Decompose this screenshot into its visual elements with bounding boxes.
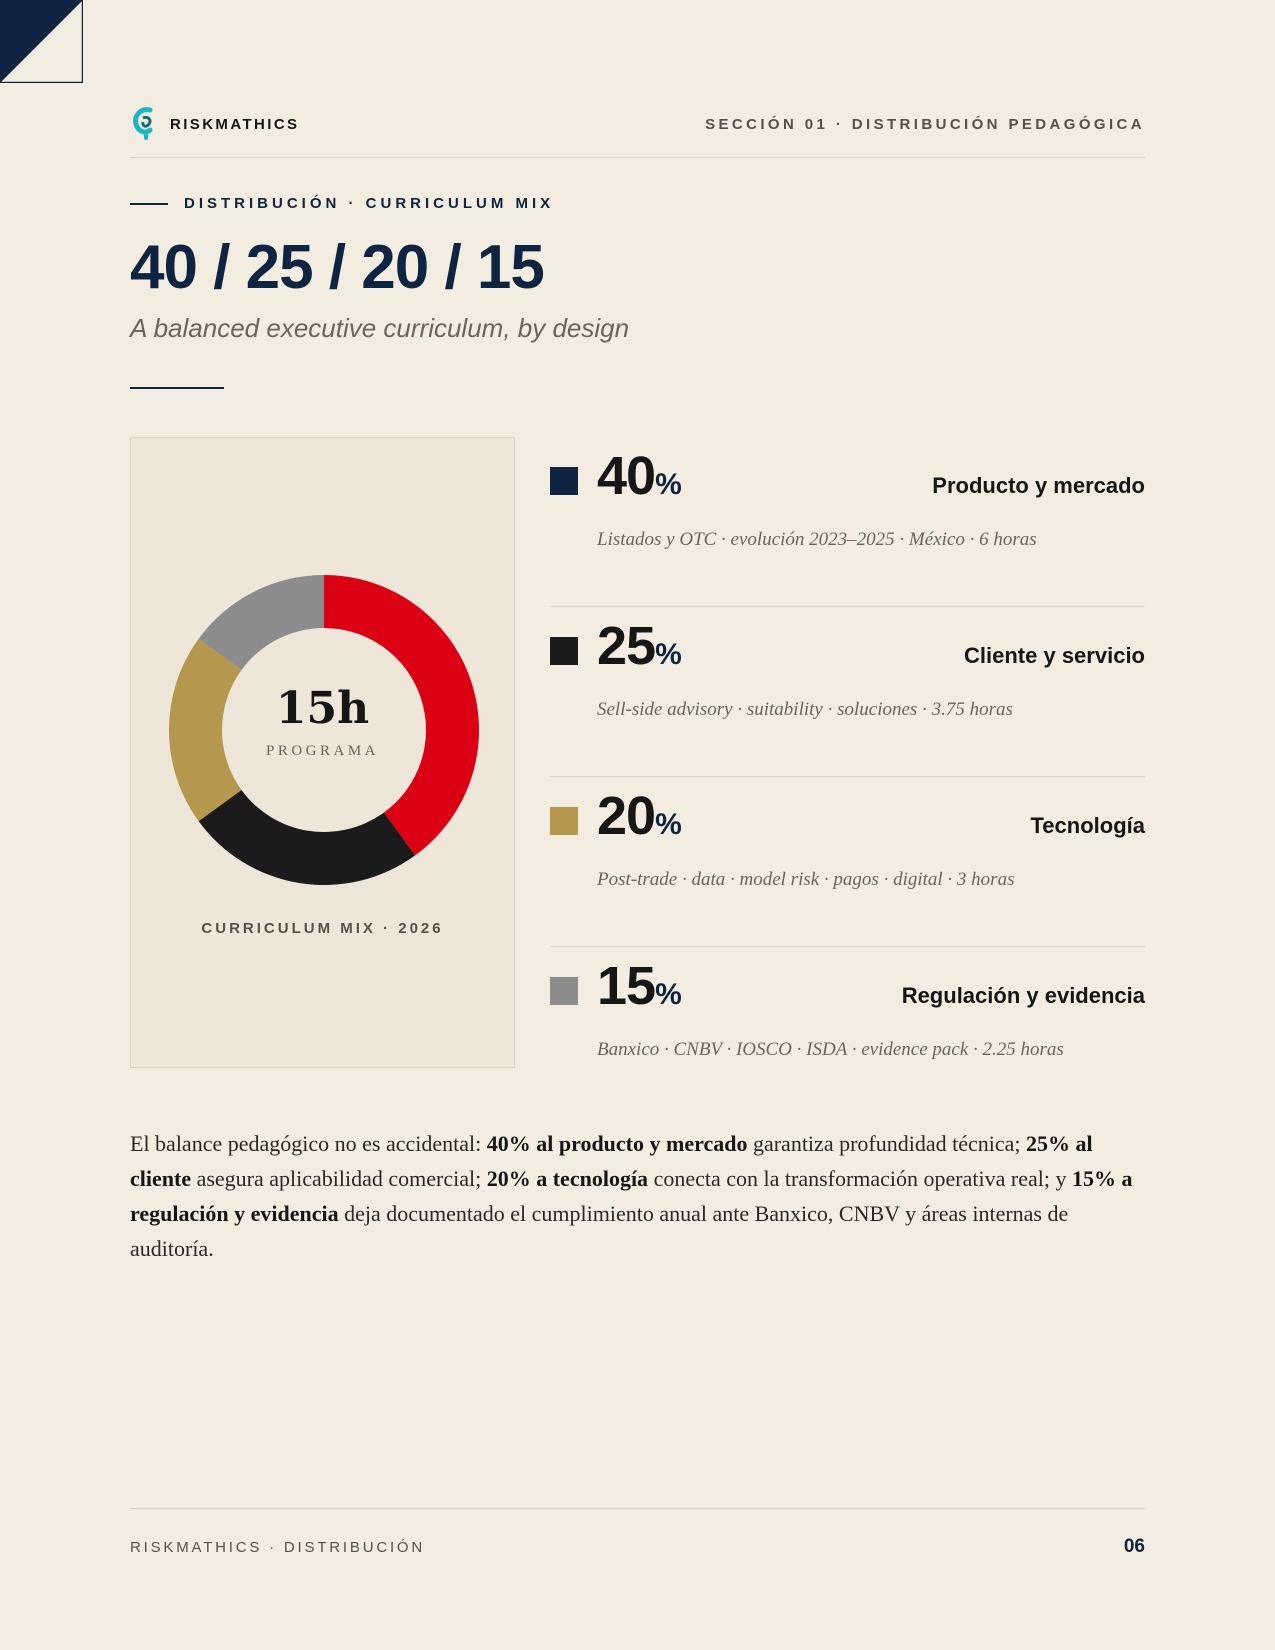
legend-swatch	[550, 467, 578, 495]
legend-title: Regulación y evidencia	[901, 983, 1145, 1008]
donut-center-value: 15h	[275, 683, 370, 734]
legend-swatch	[550, 807, 578, 835]
page-number: 06	[1123, 1536, 1145, 1557]
legend-item	[550, 777, 1145, 947]
donut-chart-card	[130, 437, 515, 1068]
eyebrow-rule	[130, 203, 168, 205]
corner-decoration	[0, 0, 83, 83]
highlight-technology: 20% a tecnología	[486, 1166, 649, 1191]
legend-item	[550, 947, 1145, 1117]
eyebrow-text: DISTRIBUCIÓN · CURRICULUM MIX	[184, 195, 555, 212]
legend-title: Cliente y servicio	[964, 643, 1145, 668]
page-header	[130, 104, 1145, 158]
brand	[130, 104, 299, 144]
donut-slice-cliente-y-servicio	[199, 790, 416, 885]
section-label: SECCIÓN 01 · DISTRIBUCIÓN PEDAGÓGICA	[705, 116, 1145, 133]
page-title: 40 / 25 / 20 / 15	[130, 233, 544, 302]
chart-caption: CURRICULUM MIX · 2026	[201, 920, 444, 937]
legend-percent: 25%	[597, 616, 682, 676]
page-subtitle: A balanced executive curriculum, by design	[130, 313, 630, 343]
riskmathics-logo-icon	[130, 104, 158, 144]
footer-label: RISKMATHICS · DISTRIBUCIÓN	[130, 1539, 426, 1556]
eyebrow	[130, 195, 554, 212]
summary-paragraph: El balance pedagógico no es accidental: 40% al producto y mercado garantiza profundidad técnica; 25% al cliente asegura aplicabilidad comercial; 20% a tecnología conecta con la transformación operativa real; y 15% a regulación y evidencia deja documentado el cumplimiento anual ante Banxico, CNBV y áreas internas de auditoría.	[130, 1131, 1133, 1261]
legend-swatch	[550, 637, 578, 665]
donut-center-label: PROGRAMA	[265, 743, 380, 759]
highlight-client: 25% al cliente	[130, 1131, 1093, 1191]
legend-title: Tecnología	[1030, 813, 1145, 838]
legend-percent: 15%	[597, 956, 682, 1016]
legend-description: Sell-side advisory · suitability · soluciones · 3.75 horas	[597, 699, 1013, 720]
legend-description: Listados y OTC · evolución 2023–2025 · México · 6 horas	[597, 529, 1037, 550]
legend-title: Producto y mercado	[932, 473, 1145, 498]
highlight-regulation: 15% a regulación y evidencia	[130, 1166, 1133, 1226]
page-footer	[130, 1508, 1145, 1557]
legend-percent: 40%	[597, 446, 682, 506]
brand-name: RISKMATHICS	[170, 115, 300, 133]
highlight-product: 40% al producto y mercado	[486, 1131, 748, 1156]
legend-percent: 20%	[597, 786, 682, 846]
divider-rule	[130, 387, 224, 389]
legend-item	[550, 607, 1145, 777]
legend-list	[550, 437, 1145, 1117]
legend-item	[550, 437, 1145, 607]
legend-description: Banxico · CNBV · IOSCO · ISDA · evidence pack · 2.25 horas	[597, 1039, 1064, 1060]
legend-swatch	[550, 977, 578, 1005]
legend-description: Post-trade · data · model risk · pagos · digital · 3 horas	[597, 869, 1015, 890]
